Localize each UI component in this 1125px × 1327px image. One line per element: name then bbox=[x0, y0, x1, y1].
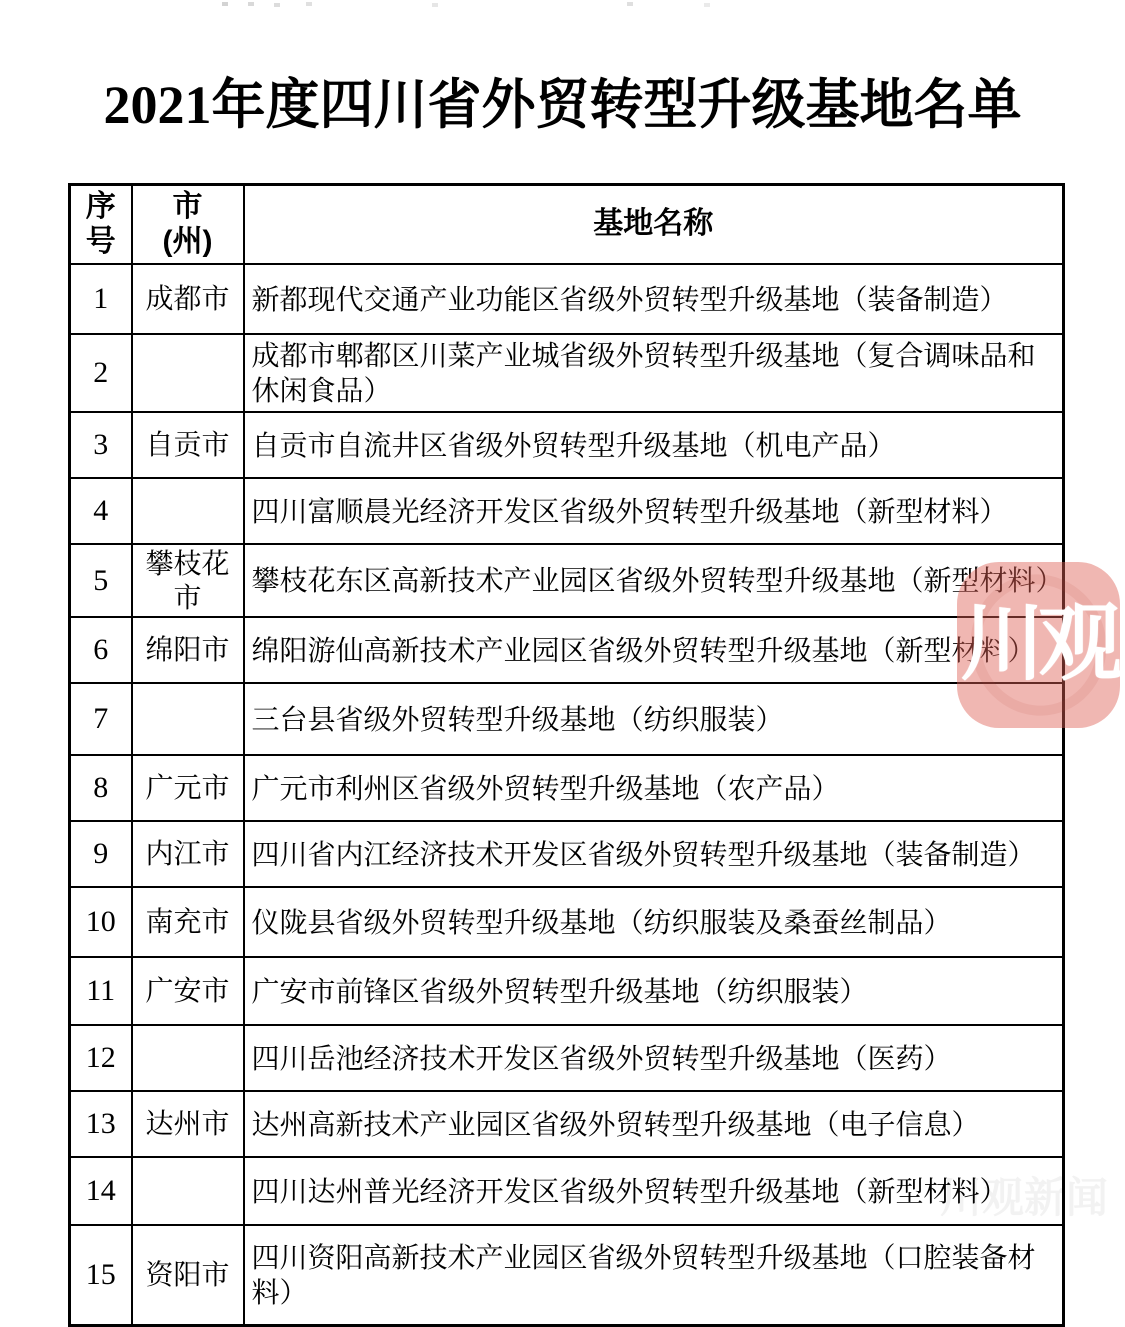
watermark-badge-text: 川观 bbox=[960, 596, 1117, 690]
city-cell bbox=[132, 683, 244, 755]
row-number-cell: 7 bbox=[70, 683, 132, 755]
city-cell: 内江市 bbox=[132, 821, 244, 887]
row-number-cell: 3 bbox=[70, 412, 132, 478]
base-name-cell: 新都现代交通产业功能区省级外贸转型升级基地（装备制造） bbox=[244, 264, 1064, 334]
table-row bbox=[70, 821, 1064, 887]
base-name-cell: 四川达州普光经济开发区省级外贸转型升级基地（新型材料） bbox=[244, 1157, 1064, 1225]
base-name-cell: 攀枝花东区高新技术产业园区省级外贸转型升级基地（新型材料） bbox=[244, 544, 1064, 617]
page-title: 2021年度四川省外贸转型升级基地名单 bbox=[103, 75, 1022, 135]
table-row bbox=[70, 617, 1064, 683]
row-number-cell: 10 bbox=[70, 887, 132, 957]
row-number-cell: 2 bbox=[70, 334, 132, 412]
row-number-cell: 6 bbox=[70, 617, 132, 683]
city-cell: 广安市 bbox=[132, 957, 244, 1025]
header-seq: 序 号 bbox=[70, 185, 132, 265]
row-number-cell: 14 bbox=[70, 1157, 132, 1225]
table-row bbox=[70, 957, 1064, 1025]
base-name-cell: 四川资阳高新技术产业园区省级外贸转型升级基地（口腔装备材料） bbox=[244, 1225, 1064, 1325]
header-base-name: 基地名称 bbox=[244, 185, 1064, 265]
city-cell bbox=[132, 334, 244, 412]
table-row bbox=[70, 1025, 1064, 1091]
header-row bbox=[70, 185, 1064, 265]
base-name-cell: 三台县省级外贸转型升级基地（纺织服装） bbox=[244, 683, 1064, 755]
table-row bbox=[70, 334, 1064, 412]
row-number-cell: 4 bbox=[70, 478, 132, 544]
city-cell bbox=[132, 1025, 244, 1091]
table-row bbox=[70, 478, 1064, 544]
city-cell: 成都市 bbox=[132, 264, 244, 334]
city-cell: 自贡市 bbox=[132, 412, 244, 478]
base-name-cell: 广元市利州区省级外贸转型升级基地（农产品） bbox=[244, 755, 1064, 821]
row-number-cell: 8 bbox=[70, 755, 132, 821]
table-row bbox=[70, 1225, 1064, 1325]
row-number-cell: 9 bbox=[70, 821, 132, 887]
chuanguan-watermark-badge bbox=[957, 562, 1120, 728]
header-city: 市 (州) bbox=[132, 185, 244, 265]
table-row bbox=[70, 544, 1064, 617]
table-row bbox=[70, 1157, 1064, 1225]
base-name-cell: 四川省内江经济技术开发区省级外贸转型升级基地（装备制造） bbox=[244, 821, 1064, 887]
table-header bbox=[70, 185, 1064, 265]
table-row bbox=[70, 887, 1064, 957]
city-cell: 绵阳市 bbox=[132, 617, 244, 683]
base-name-cell: 自贡市自流井区省级外贸转型升级基地（机电产品） bbox=[244, 412, 1064, 478]
table-row bbox=[70, 683, 1064, 755]
table-row bbox=[70, 412, 1064, 478]
city-cell: 广元市 bbox=[132, 755, 244, 821]
row-number-cell: 11 bbox=[70, 957, 132, 1025]
base-list-table bbox=[68, 183, 1065, 1327]
row-number-cell: 15 bbox=[70, 1225, 132, 1325]
base-name-cell: 成都市郫都区川菜产业城省级外贸转型升级基地（复合调味品和休闲食品） bbox=[244, 334, 1064, 412]
table-row bbox=[70, 264, 1064, 334]
base-name-cell: 绵阳游仙高新技术产业园区省级外贸转型升级基地（新型材料） bbox=[244, 617, 1064, 683]
city-cell: 南充市 bbox=[132, 887, 244, 957]
base-name-cell: 四川岳池经济技术开发区省级外贸转型升级基地（医药） bbox=[244, 1025, 1064, 1091]
base-name-cell: 仪陇县省级外贸转型升级基地（纺织服装及桑蚕丝制品） bbox=[244, 887, 1064, 957]
row-number-cell: 5 bbox=[70, 544, 132, 617]
row-number-cell: 13 bbox=[70, 1091, 132, 1157]
table-body bbox=[70, 264, 1064, 1325]
city-cell bbox=[132, 478, 244, 544]
table-row bbox=[70, 755, 1064, 821]
row-number-cell: 1 bbox=[70, 264, 132, 334]
cutoff-text-fragments bbox=[222, 2, 228, 6]
base-name-cell: 达州高新技术产业园区省级外贸转型升级基地（电子信息） bbox=[244, 1091, 1064, 1157]
city-cell: 资阳市 bbox=[132, 1225, 244, 1325]
ghost-watermark-text: 川观新闻 bbox=[940, 1174, 1109, 1221]
city-cell bbox=[132, 1157, 244, 1225]
base-name-cell: 广安市前锋区省级外贸转型升级基地（纺织服装） bbox=[244, 957, 1064, 1025]
city-cell: 达州市 bbox=[132, 1091, 244, 1157]
base-name-cell: 四川富顺晨光经济开发区省级外贸转型升级基地（新型材料） bbox=[244, 478, 1064, 544]
city-cell: 攀枝花市 bbox=[132, 544, 244, 617]
row-number-cell: 12 bbox=[70, 1025, 132, 1091]
table-row bbox=[70, 1091, 1064, 1157]
